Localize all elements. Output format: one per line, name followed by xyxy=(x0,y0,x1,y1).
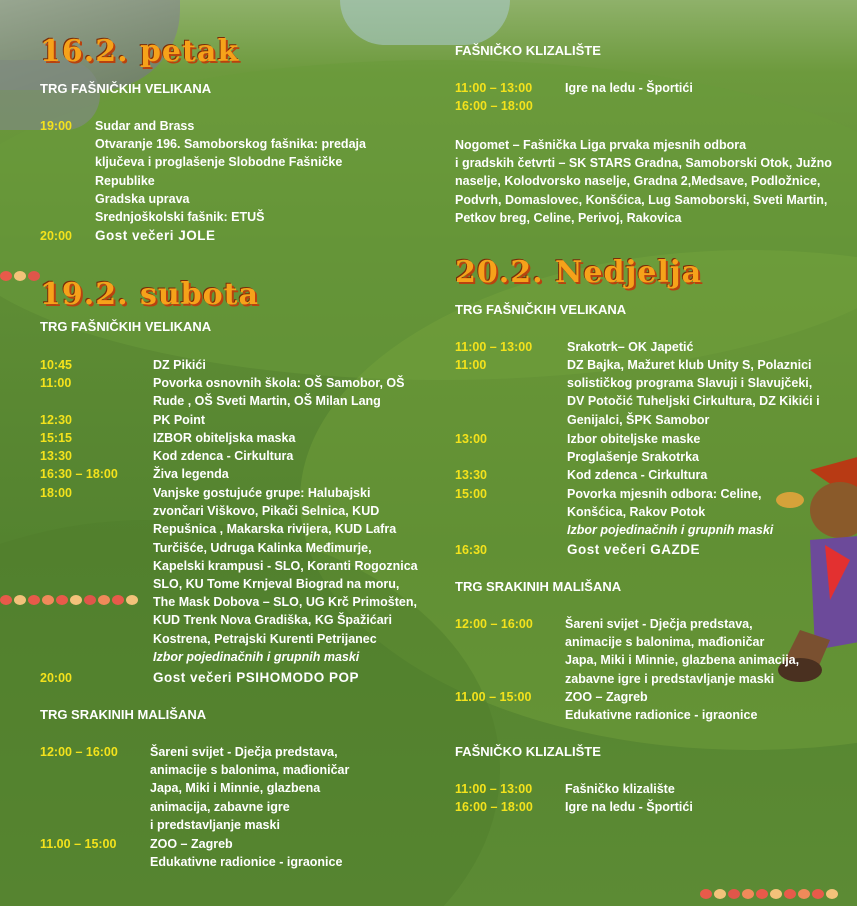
football-league-text: Nogomet – Fašnička Liga prvaka mjesnih odbora i gradskih četvrti – SK STARS Gradna, Samoborski Otok, Južno naselje, Kolodvorsko naselje, Gradna 2,Medsave, Podložnice, Podvrh, Domaslovec, Konšćica, Lug Samoborski, Sveti Martin, Petkov breg, Celine, Perivoj, Rakovica xyxy=(455,138,832,225)
flowers-decoration xyxy=(0,592,140,610)
event-text: DZ Bajka, Mažuret klub Unity S, Polaznici solističkog programa Slavuji i Slavujčeki, DV Potočić Tuheljski Cirkultura, DZ Kikići i Genijalci, ŠPK Samobor xyxy=(567,358,820,427)
day-title-nedjelja: 20.2. Nedjelja xyxy=(455,255,703,290)
time-label: 16:00 – 18:00 xyxy=(455,800,533,814)
event-text: Kod zdenca - Cirkultura xyxy=(567,468,708,482)
time-label: 20:00 xyxy=(40,229,72,243)
time-label: 11:00 – 13:00 xyxy=(455,782,533,796)
event-text: Srakotrk– OK Japetić xyxy=(567,340,694,354)
section-heading: FAŠNIČKO KLIZALIŠTE xyxy=(455,43,601,58)
time-label: 11:00 – 13:00 xyxy=(455,340,533,354)
event-text: Gost večeri GAZDE xyxy=(567,542,701,557)
section-heading: TRG FAŠNIČKIH VELIKANA xyxy=(455,302,627,317)
event-text: Sudar and Brass Otvaranje 196. Samoborskog fašnika: predaja ključeva i proglašenje Slobodne Fašničke Republike Gradska uprava Srednjoškolski fašnik: ETUŠ xyxy=(95,119,366,225)
time-label: 12:00 – 16:00 xyxy=(40,745,118,759)
day-title-petak: 16.2. petak xyxy=(40,34,240,69)
section-heading: TRG FAŠNIČKIH VELIKANA xyxy=(40,319,212,334)
flowers-decoration xyxy=(700,886,840,904)
time-label: 11:00 xyxy=(455,358,487,372)
section-heading: TRG SRAKINIH MALIŠANA xyxy=(455,579,622,594)
event-text: Povorka osnovnih škola: OŠ Samobor, OŠ Rude , OŠ Sveti Martin, OŠ Milan Lang xyxy=(153,376,405,409)
event-text: Fašničko klizalište xyxy=(565,782,675,796)
event-text: DZ Pikići xyxy=(153,358,206,372)
event-text: Kod zdenca - Cirkultura xyxy=(153,449,294,463)
event-text: ZOO – Zagreb Edukativne radionice - igraonice xyxy=(565,690,758,723)
event-text: Igre na ledu - Športići xyxy=(565,81,693,95)
time-label: 15:00 xyxy=(455,487,487,501)
time-label: 16:00 – 18:00 xyxy=(455,99,533,113)
event-text: Izbor obiteljske maske Proglašenje Srakotrka xyxy=(567,432,701,465)
event-text: IZBOR obiteljska maska xyxy=(153,431,296,445)
time-label: 19:00 xyxy=(40,119,72,133)
time-label: 15:15 xyxy=(40,431,72,445)
event-text: Šareni svijet - Dječja predstava, animacije s balonima, mađioničar Japa, Miki i Minnie, glazbena animacija, zabavne igre i predstavljanje maski xyxy=(150,745,350,832)
event-text: Povorka mjesnih odbora: Celine, Konšćica, Rakov Potok Izbor pojedinačnih i grupnih maski xyxy=(567,487,774,538)
event-text: Gost večeri PSIHOMODO POP xyxy=(153,670,360,685)
time-label: 11.00 – 15:00 xyxy=(455,690,532,704)
time-label: 13:30 xyxy=(455,468,487,482)
time-label: 11:00 xyxy=(40,376,72,390)
section-heading: FAŠNIČKO KLIZALIŠTE xyxy=(455,744,601,759)
section-heading: TRG SRAKINIH MALIŠANA xyxy=(40,707,207,722)
time-label: 13:30 xyxy=(40,449,72,463)
flowers-decoration xyxy=(0,268,42,286)
time-label: 20:00 xyxy=(40,671,72,685)
event-text: Šareni svijet - Dječja predstava, animacije s balonima, mađioničar Japa, Miki i Minnie, glazbena animacija, zabavne igre i predstavljanje maski xyxy=(565,617,800,686)
time-label: 12:30 xyxy=(40,413,72,427)
time-label: 11:00 – 13:00 xyxy=(455,81,533,95)
event-text: Živa legenda xyxy=(153,467,229,481)
time-label: 16:30 xyxy=(455,543,487,557)
event-text: Gost večeri JOLE xyxy=(95,228,216,243)
time-label: 11.00 – 15:00 xyxy=(40,837,117,851)
time-label: 12:00 – 16:00 xyxy=(455,617,533,631)
event-text: Vanjske gostujuće grupe: Halubajski zvončari Viškovo, Pikači Selnica, KUD Repušnica , Makarska rivijera, KUD Lafra Turčišće, Udruga Kalinka Međimurje, Kapelski krampusi - SLO, Koranti Rogoznica SLO, KU Tome Krnjeval Biograd na moru, The Mask Dobova – SLO, UG Krč Primošten, KUD Trenk Nova Gradiška, KG Špažićari Kostrena, Petrajski Kurenti Petrijanec Izbor pojedinačnih i grupnih maski xyxy=(153,486,418,664)
event-text: PK Point xyxy=(153,413,206,427)
time-label: 16:30 – 18:00 xyxy=(40,467,118,481)
time-label: 13:00 xyxy=(455,432,487,446)
time-label: 10:45 xyxy=(40,358,72,372)
time-label: 18:00 xyxy=(40,486,72,500)
section-heading: TRG FAŠNIČKIH VELIKANA xyxy=(40,81,212,96)
event-text: ZOO – Zagreb Edukativne radionice - igraonice xyxy=(150,837,343,870)
day-title-subota: 19.2. subota xyxy=(40,277,259,312)
event-text: Igre na ledu - Športići xyxy=(565,800,693,814)
